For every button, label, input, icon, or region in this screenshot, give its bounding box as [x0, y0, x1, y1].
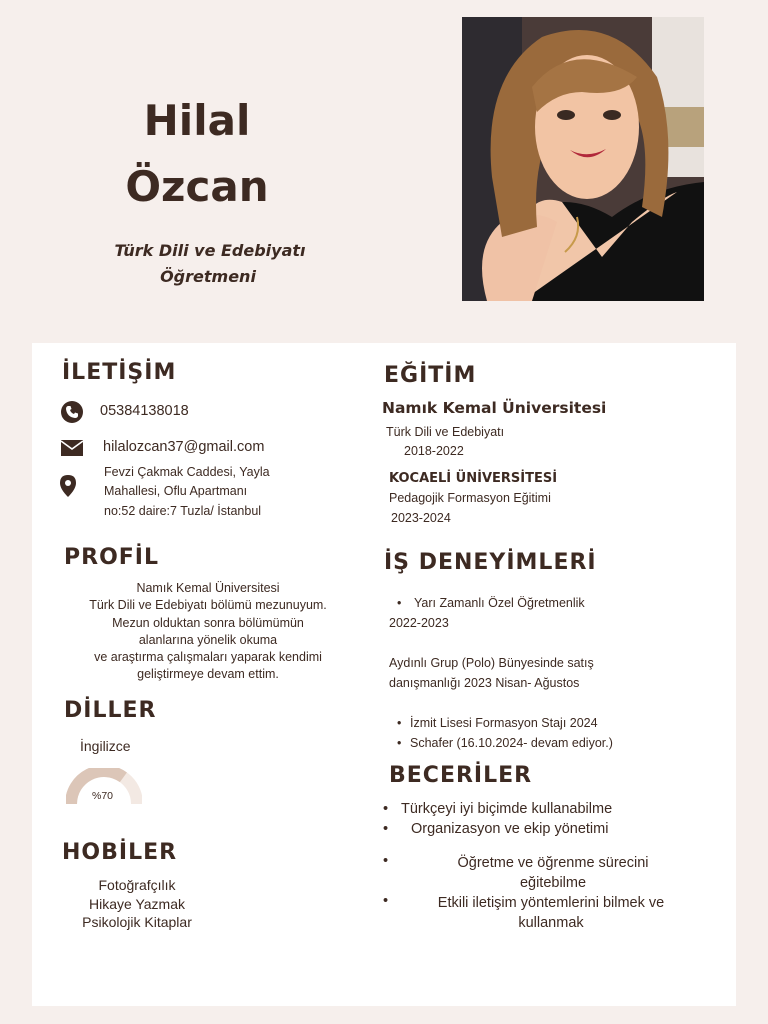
- profile-line: Türk Dili ve Edebiyatı bölümü mezunuyum.: [89, 598, 327, 613]
- experience-item-2-line2: danışmanlığı 2023 Nisan- Ağustos: [389, 676, 580, 690]
- profile-line: geliştirmeye devam ettim.: [137, 667, 279, 682]
- skills-bullet: •: [383, 801, 389, 817]
- school2-years: 2023-2024: [391, 511, 451, 525]
- profile-heading: PROFİL: [64, 545, 159, 570]
- job-title-line2: Öğretmeni: [160, 267, 256, 286]
- experience-bullet: •: [397, 596, 402, 610]
- profile-line: alanlarına yönelik okuma: [138, 632, 278, 647]
- school1-name: Namık Kemal Üniversitesi: [382, 399, 607, 417]
- address-line1: Fevzi Çakmak Caddesi, Yayla: [104, 465, 270, 479]
- experience-item-1-years: 2022-2023: [389, 616, 449, 630]
- skills-bullet: •: [383, 853, 389, 869]
- skills-bullet: •: [383, 821, 389, 837]
- profile-photo: [462, 17, 704, 301]
- skills-bullet: •: [383, 893, 389, 909]
- profile-line: Mezun olduktan sonra bölümümün: [112, 615, 304, 630]
- profile-line: ve araştırma çalışmaları yaparak kendimi: [94, 650, 322, 665]
- skill-item-4: [396, 893, 706, 933]
- first-name: Hilal: [143, 96, 251, 145]
- job-title-line1: Türk Dili ve Edebiyatı: [114, 241, 306, 260]
- experience-heading: İŞ DENEYİMLERİ: [384, 550, 597, 575]
- language-level-gauge: [66, 768, 142, 808]
- email-icon: [60, 436, 84, 460]
- experience-item-2-line1: Aydınlı Grup (Polo) Bünyesinde satış: [389, 656, 594, 670]
- skill-item-3-line1: Öğretme ve öğrenme sürecini: [457, 855, 649, 871]
- profile-text: [48, 580, 368, 684]
- hobby-item: Hikaye Yazmak: [89, 895, 185, 912]
- contact-heading: İLETİŞİM: [62, 360, 177, 385]
- skill-item-3-line2: eğitebilme: [519, 875, 587, 891]
- experience-item-4: Schafer (16.10.2024- devam ediyor.): [410, 736, 613, 750]
- phone-number[interactable]: 05384138018: [100, 403, 189, 419]
- school2-department: Pedagojik Formasyon Eğitimi: [389, 491, 551, 505]
- experience-item-3: İzmit Lisesi Formasyon Stajı 2024: [410, 716, 598, 730]
- skills-heading: BECERİLER: [389, 763, 533, 788]
- language-level-label: %70: [92, 790, 114, 802]
- hobbies-heading: HOBİLER: [62, 840, 178, 865]
- email-address[interactable]: hilalozcan37@gmail.com: [103, 439, 265, 455]
- hobbies-list: [57, 876, 217, 932]
- skill-item-1: Türkçeyi iyi biçimde kullanabilme: [401, 801, 613, 817]
- skill-item-4-line2: kullanmak: [518, 915, 584, 931]
- skill-item-4-line1: Etkili iletişim yöntemlerini bilmek ve: [437, 895, 665, 911]
- experience-bullet: •: [397, 716, 402, 730]
- hobby-item: Psikolojik Kitaplar: [82, 914, 192, 930]
- address-line3: no:52 daire:7 Tuzla/ İstanbul: [104, 504, 262, 518]
- location-pin-icon: [58, 474, 82, 498]
- languages-heading: DİLLER: [64, 698, 157, 723]
- skill-item-3: [398, 853, 708, 893]
- language-name: İngilizce: [80, 738, 131, 754]
- experience-item-1: Yarı Zamanlı Özel Öğretmenlik: [414, 596, 585, 610]
- experience-bullet: •: [397, 736, 402, 750]
- skill-item-2: Organizasyon ve ekip yönetimi: [411, 821, 609, 837]
- profile-line: Namık Kemal Üniversitesi: [136, 581, 280, 595]
- school1-years: 2018-2022: [404, 444, 464, 458]
- phone-icon: [60, 400, 84, 424]
- education-heading: EĞİTİM: [384, 363, 477, 388]
- hobby-item: Fotoğrafçılık: [98, 877, 176, 893]
- school2-name: KOCAELİ ÜNİVERSİTESİ: [389, 471, 558, 486]
- address-line2: Mahallesi, Oflu Apartmanı: [104, 484, 248, 498]
- school1-department: Türk Dili ve Edebiyatı: [386, 425, 505, 439]
- last-name: Özcan: [125, 162, 269, 211]
